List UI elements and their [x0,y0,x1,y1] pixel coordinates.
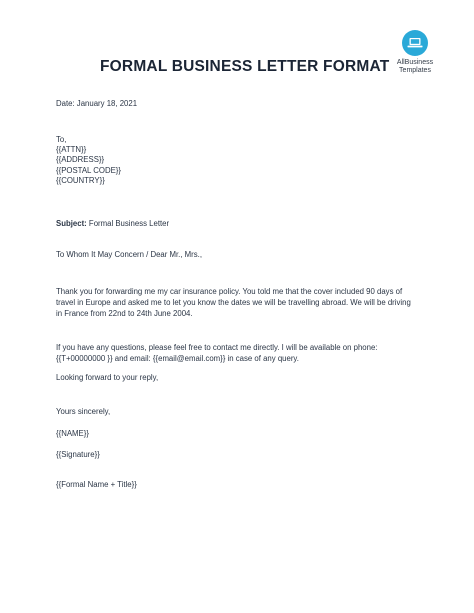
logo-name-line1: AllBusiness [396,59,434,66]
closing-line: Looking forward to your reply, [56,373,159,382]
logo-name-line2: Templates [399,66,431,74]
date-line: Date: January 18, 2021 [56,99,138,108]
body-paragraph-1-line-3: in France from 22nd to 24th June 2004. [56,309,193,318]
body-paragraph-1-line-2: travel in Europe and asked me to let you know the dates we will be travelling abroad. We will be driving [56,298,411,307]
signature-placeholder: {{Signature}} [56,450,100,459]
subject-label: Subject: [56,219,87,228]
recipient-to: To, [56,135,67,144]
recipient-attn: {{ATTN}} [56,145,87,154]
salutation: To Whom It May Concern / Dear Mr., Mrs., [56,250,203,259]
laptop-icon [402,30,428,56]
body-paragraph-2-line-2: {{T+00000000 }} and email: {{email@email.com}} in case of any query. [56,354,299,363]
body-paragraph-2-line-1: If you have any questions, please feel free to contact me directly. I will be available on phone: [56,343,378,352]
subject-line [56,219,169,228]
name-placeholder: {{NAME}} [56,429,89,438]
signoff: Yours sincerely, [56,407,111,416]
document-title: FORMAL BUSINESS LETTER FORMAT [100,58,390,75]
recipient-address: {{ADDRESS}} [56,155,105,164]
formal-name-placeholder: {{Formal Name + Title}} [56,480,137,489]
brand-logo [392,30,438,74]
recipient-postal-code: {{POSTAL CODE}} [56,166,122,175]
body-paragraph-1-line-1: Thank you for forwarding me my car insurance policy. You told me that the cover included 90 days of [56,287,403,296]
subject-text: Formal Business Letter [86,219,170,228]
recipient-country: {{COUNTRY}} [56,176,105,185]
